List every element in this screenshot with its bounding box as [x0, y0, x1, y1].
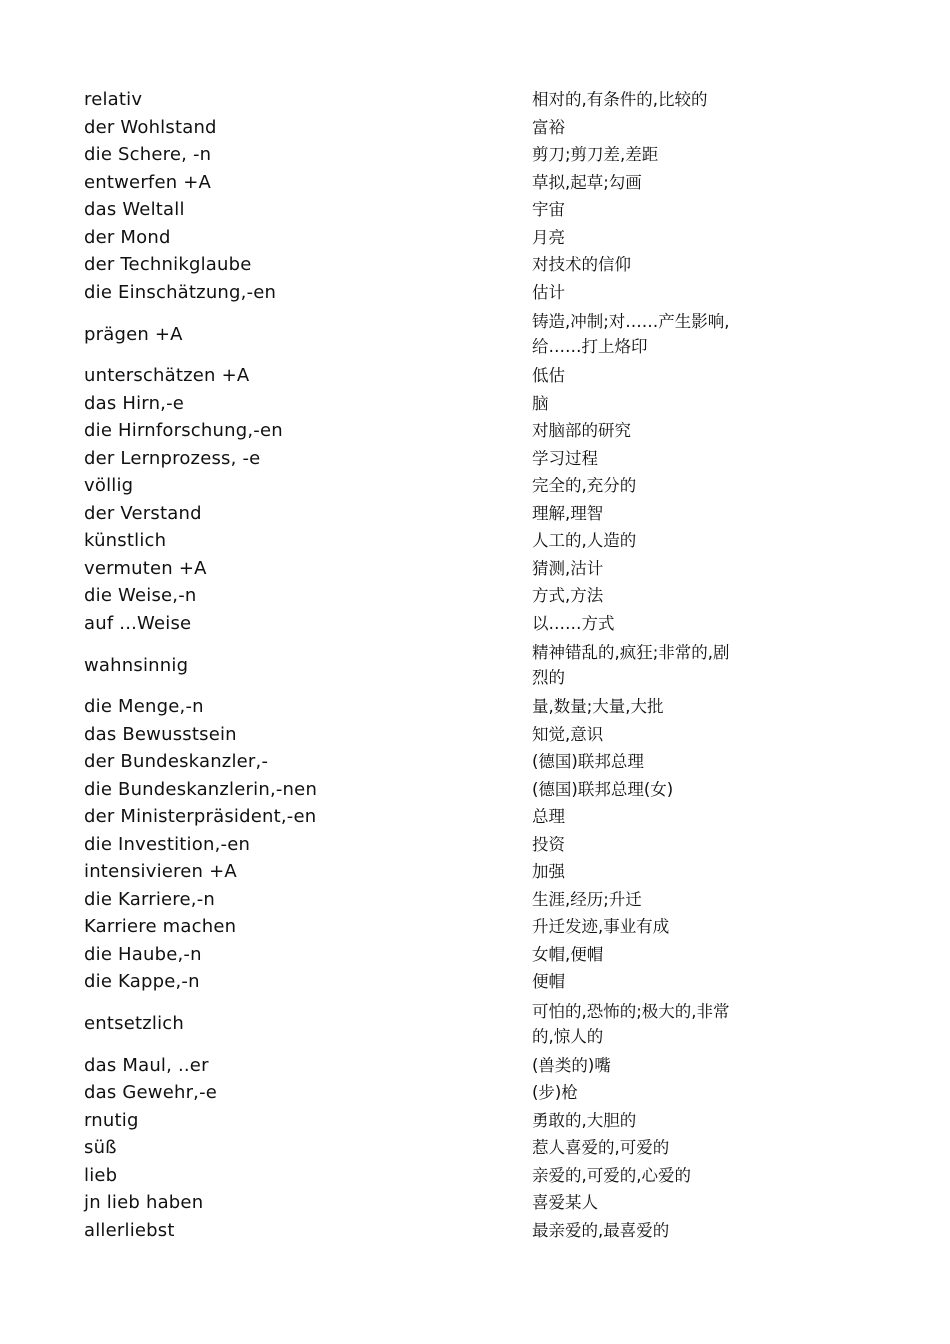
german-term: Karriere machen — [84, 916, 237, 938]
chinese-meaning: (兽类的)嘴 — [532, 1055, 611, 1075]
chinese-meaning: 方式,方法 — [532, 586, 604, 606]
chinese-meaning: 生涯,经历;升迁 — [532, 889, 642, 909]
vocab-row — [84, 500, 744, 528]
vocab-row — [84, 693, 744, 721]
vocab-row — [84, 1189, 744, 1217]
chinese-meaning: 升迁发迹,事业有成 — [532, 917, 670, 937]
german-term: die Einschätzung,-en — [84, 281, 277, 303]
vocab-row — [84, 1134, 744, 1162]
vocab-row — [84, 610, 744, 638]
german-term: entsetzlich — [84, 1013, 185, 1034]
chinese-meaning: 对脑部的研究 — [532, 421, 631, 441]
chinese-meaning: (德国)联邦总理(女) — [532, 779, 674, 799]
chinese-meaning: 富裕 — [532, 117, 565, 137]
vocab-row — [84, 1107, 744, 1135]
chinese-meaning: 以……方式 — [532, 613, 615, 633]
vocab-row — [84, 86, 744, 114]
vocab-row — [84, 886, 744, 914]
german-term: der Verstand — [84, 502, 202, 524]
chinese-meaning: 可怕的,恐怖的;极大的,非常的,惊人的 — [532, 1001, 730, 1046]
german-term: das Weltall — [84, 199, 185, 221]
vocabulary-table — [84, 86, 744, 1244]
german-term: prägen +A — [84, 323, 183, 345]
vocab-row — [84, 1079, 744, 1107]
german-term: auf ...Weise — [84, 612, 192, 634]
chinese-meaning: 亲爱的,可爱的,心爱的 — [532, 1165, 691, 1185]
vocab-row — [84, 417, 744, 445]
chinese-meaning: 加强 — [532, 862, 565, 882]
vocab-row — [84, 279, 744, 307]
chinese-meaning: 草拟,起草;勾画 — [532, 172, 642, 192]
german-term: künstlich — [84, 530, 167, 552]
vocab-row — [84, 831, 744, 859]
chinese-meaning: 勇敢的,大胆的 — [532, 1110, 637, 1130]
chinese-meaning: (德国)联邦总理 — [532, 752, 644, 772]
german-term: das Maul, ..er — [84, 1054, 209, 1076]
chinese-meaning: 女帽,便帽 — [532, 944, 604, 964]
german-term: süß — [84, 1137, 117, 1159]
vocabulary-list — [84, 86, 744, 1244]
chinese-meaning: 最亲爱的,最喜爱的 — [532, 1220, 670, 1240]
german-term: die Schere, -n — [84, 144, 212, 166]
vocab-row — [84, 169, 744, 197]
vocab-row — [84, 637, 744, 693]
vocab-row — [84, 251, 744, 279]
german-term: unterschätzen +A — [84, 365, 250, 387]
chinese-meaning: 便帽 — [532, 972, 565, 992]
vocab-row — [84, 114, 744, 142]
german-term: wahnsinnig — [84, 654, 189, 676]
german-term: der Lernprozess, -e — [84, 447, 261, 469]
german-term: rnutig — [84, 1109, 139, 1131]
chinese-meaning: 投资 — [532, 834, 565, 854]
chinese-meaning: 对技术的信仰 — [532, 255, 631, 275]
chinese-meaning: 精神错乱的,疯狂;非常的,剧烈的 — [532, 643, 730, 687]
vocab-row — [84, 390, 744, 418]
chinese-meaning: 完全的,充分的 — [532, 476, 637, 496]
chinese-meaning: 低估 — [532, 366, 565, 386]
german-term: die Kappe,-n — [84, 971, 200, 993]
german-term: der Mond — [84, 226, 171, 248]
german-term: jn lieb haben — [84, 1192, 204, 1214]
chinese-meaning: 理解,理智 — [532, 503, 604, 523]
chinese-meaning: 猜测,沽计 — [532, 558, 604, 578]
german-term: das Hirn,-e — [84, 392, 185, 414]
vocab-row — [84, 968, 744, 996]
chinese-meaning: 总理 — [532, 807, 565, 827]
german-term: die Karriere,-n — [84, 888, 216, 910]
chinese-meaning: 脑 — [532, 393, 549, 413]
chinese-meaning: 惹人喜爱的,可爱的 — [532, 1138, 670, 1158]
chinese-meaning: 量,数量;大量,大批 — [532, 697, 664, 717]
vocab-row — [84, 472, 744, 500]
chinese-meaning: 人工的,人造的 — [532, 531, 637, 551]
vocab-row — [84, 445, 744, 473]
german-term: die Haube,-n — [84, 943, 202, 965]
chinese-meaning: 相对的,有条件的,比较的 — [532, 90, 708, 110]
vocab-row — [84, 224, 744, 252]
german-term: relativ — [84, 89, 143, 111]
vocab-row — [84, 803, 744, 831]
german-term: die Investition,-en — [84, 833, 251, 855]
german-term: der Technikglaube — [84, 254, 252, 276]
vocab-row — [84, 555, 744, 583]
german-term: die Weise,-n — [84, 585, 197, 607]
chinese-meaning: 学习过程 — [532, 448, 598, 468]
vocab-row — [84, 721, 744, 749]
german-term: völlig — [84, 475, 134, 497]
vocab-row — [84, 913, 744, 941]
german-term: allerliebst — [84, 1219, 175, 1241]
vocab-row — [84, 1052, 744, 1080]
chinese-meaning: 知觉,意识 — [532, 724, 604, 744]
german-term: der Wohlstand — [84, 116, 217, 138]
vocab-row — [84, 362, 744, 390]
vocab-row — [84, 306, 744, 362]
german-term: entwerfen +A — [84, 171, 212, 193]
german-term: die Menge,-n — [84, 696, 204, 718]
german-term: vermuten +A — [84, 557, 207, 579]
chinese-meaning: (步)枪 — [532, 1083, 578, 1103]
vocab-row — [84, 776, 744, 804]
vocab-row — [84, 141, 744, 169]
vocab-row — [84, 1162, 744, 1190]
chinese-meaning: 铸造,冲制;对……产生影响,给……打上烙印 — [532, 312, 730, 356]
vocab-row — [84, 996, 744, 1052]
vocab-row — [84, 527, 744, 555]
german-term: der Bundeskanzler,- — [84, 751, 269, 773]
german-term: das Bewusstsein — [84, 723, 237, 745]
german-term: der Ministerpräsident,-en — [84, 806, 317, 828]
german-term: die Bundeskanzlerin,-nen — [84, 778, 318, 800]
vocab-row — [84, 196, 744, 224]
vocab-row — [84, 748, 744, 776]
german-term: das Gewehr,-e — [84, 1082, 218, 1104]
chinese-meaning: 宇宙 — [532, 200, 565, 220]
vocab-row — [84, 941, 744, 969]
chinese-meaning: 估计 — [532, 282, 565, 302]
vocab-row — [84, 582, 744, 610]
german-term: intensivieren +A — [84, 861, 237, 883]
german-term: lieb — [84, 1164, 118, 1186]
chinese-meaning: 剪刀;剪刀差,差距 — [532, 145, 659, 165]
vocab-row — [84, 1217, 744, 1245]
chinese-meaning: 喜爱某人 — [532, 1193, 598, 1213]
german-term: die Hirnforschung,-en — [84, 420, 283, 442]
chinese-meaning: 月亮 — [532, 227, 565, 247]
vocab-row — [84, 858, 744, 886]
